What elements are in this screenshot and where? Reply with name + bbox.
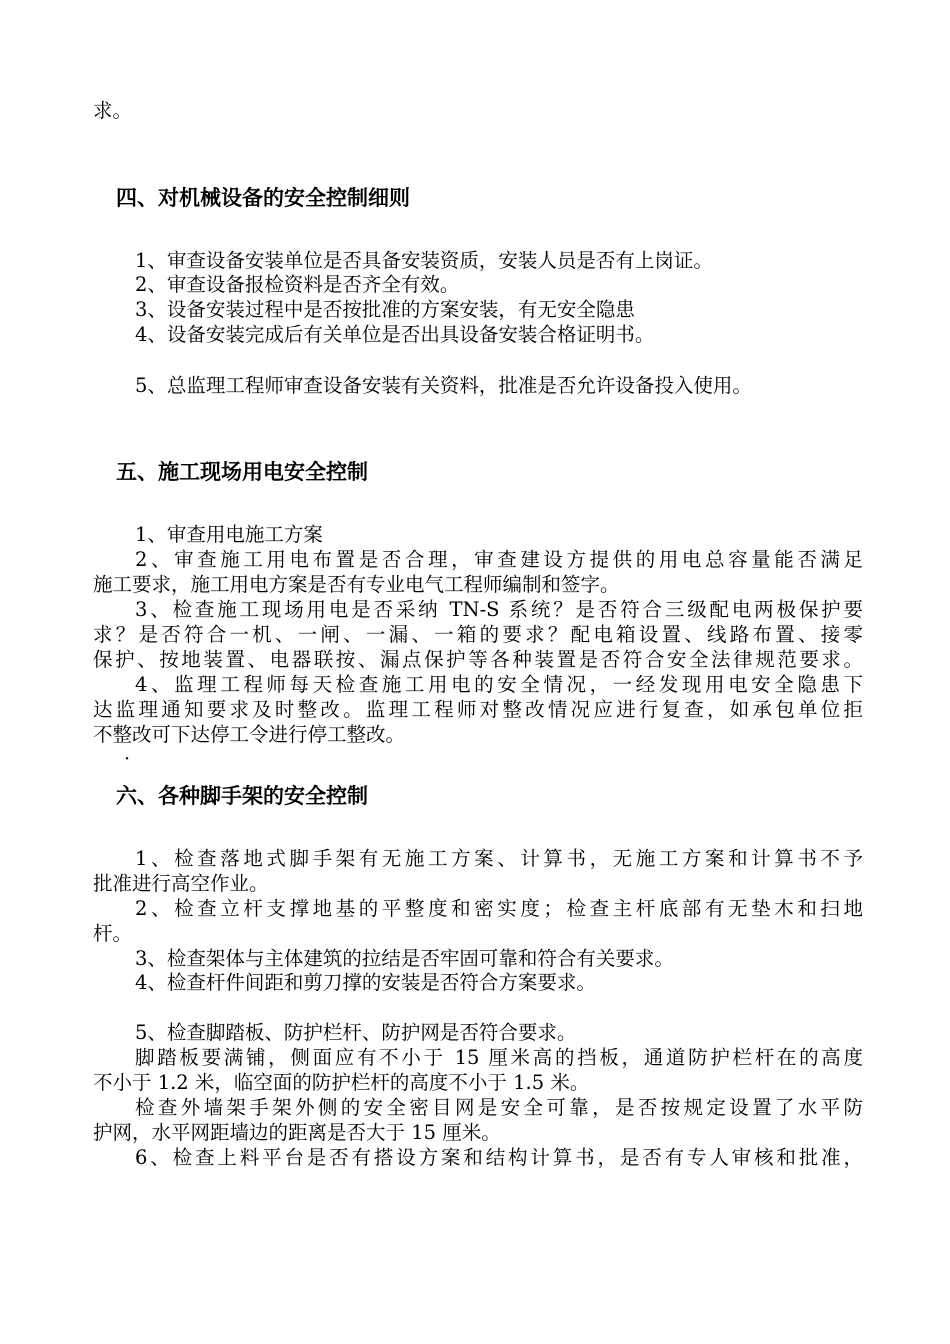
text-line: 保护、按地装置、电器联按、漏点保护等各种装置是否符合安全法律规范要求。 <box>93 648 863 671</box>
text-line: 3、检查施工现场用电是否采纳 TN-S 系统？是否符合三级配电两极保护要 <box>135 598 863 621</box>
text-line: 4、检查杆件间距和剪刀撑的安装是否符合方案要求。 <box>135 971 596 994</box>
text-line: 求？是否符合一机、一闸、一漏、一箱的要求？配电箱设置、线路布置、接零 <box>93 623 863 646</box>
text-line: 求。 <box>93 99 133 122</box>
text-line: 不小于 1.2 米，临空面的防护栏杆的高度不小于 1.5 米。 <box>93 1071 590 1094</box>
text-line: 3、设备安装过程中是否按批准的方案安装，有无安全隐患 <box>135 298 635 321</box>
text-line: 6、检查上料平台是否有搭设方案和结构计算书，是否有专人审核和批准， <box>135 1146 863 1169</box>
text-line: 2、检查立杆支撑地基的平整度和密实度；检查主杆底部有无垫木和扫地 <box>135 897 863 920</box>
text-line: 1、审查设备安装单位是否具备安装资质，安装人员是否有上岗证。 <box>135 249 713 272</box>
text-line: 脚踏板要满铺，侧面应有不小于 15 厘米高的挡板，通道防护栏杆在的高度 <box>135 1046 863 1069</box>
text-line: 1、检查落地式脚手架有无施工方案、计算书，无施工方案和计算书不予 <box>135 847 863 870</box>
text-line: 5、总监理工程师审查设备安装有关资料，批准是否允许设备投入使用。 <box>135 374 752 397</box>
text-line: 达监理通知要求及时整改。监理工程师对整改情况应进行复查，如承包单位拒 <box>93 698 863 721</box>
text-line: 杆。 <box>93 922 133 945</box>
text-line: 4、设备安装完成后有关单位是否出具设备安装合格证明书。 <box>135 323 655 346</box>
section-heading-4: 四、对机械设备的安全控制细则 <box>116 186 410 210</box>
text-line: 4、监理工程师每天检查施工用电的安全情况，一经发现用电安全隐患下 <box>135 673 863 696</box>
text-line: 3、检查架体与主体建筑的拉结是否牢固可靠和符合有关要求。 <box>135 947 674 970</box>
text-line: 护网，水平网距墙边的距离是否大于 15 厘米。 <box>93 1121 501 1144</box>
text-line: 2、审查施工用电布置是否合理，审查建设方提供的用电总容量能否满足 <box>135 548 863 571</box>
text-line: 不整改可下达停工令进行停工整改。 <box>93 723 406 746</box>
text-line: 批准进行高空作业。 <box>93 872 269 895</box>
text-line: 1、审查用电施工方案 <box>135 523 323 546</box>
text-line: 5、检查脚踏板、防护栏杆、防护网是否符合要求。 <box>135 1021 577 1044</box>
section-heading-6: 六、各种脚手架的安全控制 <box>116 784 368 808</box>
text-line: 2、审查设备报检资料是否齐全有效。 <box>135 273 460 296</box>
text-line: 施工要求，施工用电方案是否有专业电气工程师编制和签字。 <box>93 573 620 596</box>
section-heading-5: 五、施工现场用电安全控制 <box>116 460 368 484</box>
bullet-dot: · <box>124 748 131 770</box>
text-line: 检查外墙架手架外侧的安全密目网是安全可靠，是否按规定设置了水平防 <box>135 1096 863 1119</box>
